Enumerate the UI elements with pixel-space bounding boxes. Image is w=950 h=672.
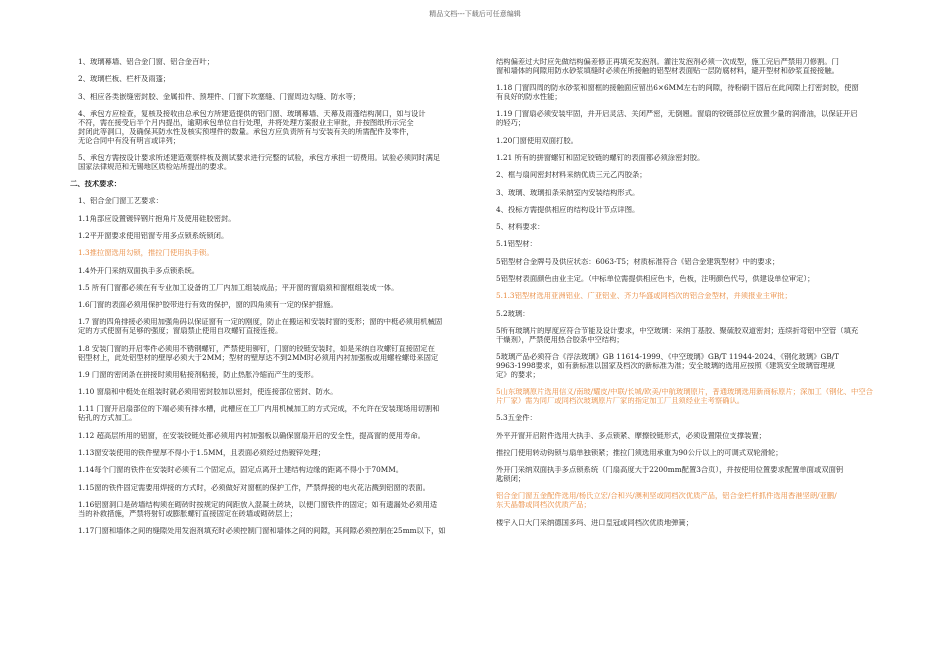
paragraph-line: 当的补救措施，严禁将射钉或膨胀螺钉直接固定在砖墙或砌砖层上； [78, 509, 297, 518]
paragraph-line: 楼宇入口大门采纳德国多玛、进口皇冠或同档次优质地弹簧； [496, 518, 694, 527]
paragraph-line: 1.9 门窗的密闭条在拼接时须用粘接剂粘接，防止热胀冷缩而产生的变形。 [78, 370, 319, 379]
paragraph-line: 1.12 超高层所用的铝窗，在安装铰链处都必须用内衬加强板以确保窗扇开启的安全性，提高窗的使用寿命。 [78, 431, 425, 440]
paragraph-line: 1.3推拉窗选用勾锁，推拉门使用执手锁。 [78, 249, 214, 258]
paragraph-line: 5.1铝型材： [496, 240, 537, 249]
paragraph-line: 推拉门使用转动钩锁与扇单独锁紧；推拉门须选用承重为90公斤以上的可调式双轮滑轮； [496, 448, 783, 457]
paragraph-line: 1.10 窗扇和中梃处在组装时就必须用密封胶加以密封，使连接部位密封、防水。 [78, 388, 338, 397]
paragraph-line: 国家法律规范和无锡地区质检站所提出的要求。 [78, 162, 232, 171]
paragraph-line: 1.2平开窗要求使用铝窗专用多点锁系统锁闭。 [78, 232, 229, 240]
paragraph-line: 5铝型材表面颜色由业主定。（中标单位需提供相应色卡，色板，注明颜色代号，供建设单位审定）； [496, 274, 815, 283]
paragraph-line: 1.11 门窗开启扇部位的下端必须有排水槽，此槽应在工厂内用机械加工的方式完成，不允许在安装现场用切割和 [78, 405, 440, 414]
paragraph-line: 5.2玻璃： [496, 309, 530, 318]
paragraph-line: 钻孔的方式加工。 [78, 414, 137, 423]
paragraph-line: 5玻璃产品必须符合《浮法玻璃》GB 11614-1999、《中空玻璃》GB/T 11944-2024、《钢化玻璃》GB/T [496, 353, 840, 362]
paragraph-line: 1.1角部应设置镀锌钢片抱角片及使用硅胶密封。 [78, 214, 236, 223]
paragraph-line: 铝型材上，此处铝型材的壁厚必须大于2MM；型材的壁厚达不到2MM时必须用内衬加强板或用螺栓螺母来固定 [78, 353, 439, 362]
paragraph-line: 3、相应各类嵌缝密封胶、金属扣件、预埋件、门窗下坎塞缝、门窗周边勾缝、防水等； [78, 92, 360, 101]
paragraph-line: 窗和墙体的间隙用防水砂浆填缝时必须在所接触的铝型材表面贴一层防腐材料，避开型材和砂浆直接接触。 [496, 66, 839, 75]
paragraph-line: 有良好的防水性能； [496, 93, 562, 102]
paragraph-line: 1.19 门窗扇必须安装牢固，并开启灵活、关闭严密，无倒翘。窗扇的铰链部位应放置少量的润滑油，以保证开启 [496, 110, 858, 119]
page-watermark: 精品文档---下载后可任意编辑 [429, 10, 521, 18]
paragraph-line: 2、框与扇间密封材料采纳优质三元乙丙胶条； [496, 171, 647, 180]
paragraph-line: 1.15窗的铁件固定需要用焊接的方式时，必须做好对窗框的保护工作，严禁焊接的电火花沾溅到铝窗的表面。 [78, 483, 430, 492]
paragraph-line: 1.21 所有的拼窗螺钉和固定铰链的螺钉的表面都必须涂密封胶。 [496, 153, 705, 162]
paragraph-line: 5、承包方需按设计要求所述建造观察样板及测试要求进行完整的试验，承包方承担一切费用。试验必须同时满足 [78, 153, 441, 162]
paragraph-line: 1.13窗安装使用的铁件壁厚不得小于1.5MM，且表面必须经过热镀锌处理； [78, 448, 326, 457]
left-text-column [70, 58, 470, 544]
paragraph-line: 1.7 窗的四角排接必须用加强角码以保证窗有一定的刚度，防止在搬运和安装时窗的变形；窗的中梃必须用机械固 [78, 318, 443, 327]
paragraph-line: 外平开窗开启附件选用大执手、多点锁紧、摩擦铰链形式，必须设置限位支撑装置； [496, 431, 766, 440]
paragraph-line: 5.1.3铝型材选用亚洲铝业、广亚铝业、齐力华盛或同档次的铝合金型材，并须报业主审批； [496, 292, 792, 301]
paragraph-line: 1.8 安装门窗的开启零件必须用不锈钢螺钉，严禁使用铆钉，门窗的铰链安装时，如是采纳自攻螺钉直接固定在 [78, 344, 435, 353]
paragraph-line: 4、投标方需提供相应的结构设计节点详图。 [496, 205, 640, 214]
paragraph-line: 1.20门窗使用双面打胶。 [496, 136, 578, 145]
paragraph-line: 1.5 所有门窗都必须在有专业加工设备的工厂内加工组装成品；平开窗的窗扇须和窗框组装成一体。 [78, 283, 399, 292]
paragraph-line: 1、铝合金门窗工艺要求： [78, 197, 163, 206]
paragraph-line: 9963-1998要求，如有新标准以国家及档次的新标准为准；安全玻璃的选用应按照《建筑安全玻璃管理规 [496, 361, 835, 370]
paragraph-line: 定的方式使窗有足够的强度；窗扇禁止使用自攻螺钉直接连接。 [78, 327, 283, 336]
section-heading: 二、技术要求： [70, 180, 122, 189]
paragraph-line: 不符，需在接受后半个月内提出，逾期承包单位自行处理，并将处理方案报业主审批，并按图纸所示完全 [78, 118, 414, 127]
paragraph-line: 结构偏差过大时应先做结构偏差修正再填充发泡剂。灌注发泡剂必须一次成型，施工完后严禁用刀修割。门 [496, 58, 839, 66]
paragraph-line: 3、玻璃、玻璃扣条采纳室内安装结构形式。 [496, 188, 640, 197]
paragraph-line: 东天晶磐或同档次优质产品； [496, 501, 591, 510]
paragraph-line: 定》的要求； [496, 370, 540, 379]
paragraph-line: 5.3五金件： [496, 414, 537, 423]
paragraph-line: 5、材料要求： [496, 223, 545, 232]
paragraph-line: 匙锁闭； [496, 475, 526, 484]
paragraph-line: 干燥剂），严禁使用热合胶条中空结构； [496, 335, 624, 344]
paragraph-line: 封闭此等洞口，及确保其防水性及核实预埋件的数量。承包方应负责所有与安装有关的所需配件及零件， [78, 127, 414, 136]
paragraph-line: 1.6门窗的表面必须用保护胶带进行有效的保护，窗的四角须有一定的保护措施。 [78, 301, 338, 310]
paragraph-line: 4、承包方应检查，复核及接收由总承包方所建造提供的铝门窗、玻璃幕墙、天幕及雨蓬结构洞口，如与设计 [78, 109, 426, 118]
paragraph-line: 2、玻璃栏板、栏杆及雨篷； [78, 75, 171, 84]
paragraph-line: 铝合金门窗五金配件选用/杨氏立宏/合和兴/澳利坚或同档次优质产品，铝合金栏杆抓件选用香港坚朗/亚鹏/ [496, 492, 837, 501]
paragraph-line: 1.4外开门采纳双面执手多点锁系统。 [78, 266, 200, 275]
right-text-column [488, 58, 908, 536]
paragraph-line: 片厂家）需为同厂或同档次玻璃原片厂家的指定加工厂且须经业主考察确认。 [496, 397, 745, 406]
paragraph-line: 5山东玻璃原片选用信义/南玻/耀皮/中联/长城/欧美/中航玻璃原片，普通玻璃选用新商标原片；深加工（钢化、中空合 [496, 388, 873, 397]
paragraph-line: 5所有玻璃片的厚度应符合节能及设计要求，中空玻璃：采纳丁基胶、聚硫胶双道密封；连续折弯铝中空管（填充 [496, 326, 859, 335]
paragraph-line: 1.18 门窗四周的防水砂浆和窗框的接触面应留出6×6MM左右的间隙，待粉刷干固后在此间隙上打密封胶，使窗 [496, 84, 859, 93]
paragraph-line: 外开门采纳双面执手多点锁系统（门扇高度大于2200mm配置3合页），并按使用位置要求配置单面或双面钥 [496, 466, 844, 475]
paragraph-line: 1.14每个门窗的铁件在安装时必须有二个固定点，固定点离开土建结构边缘的距离不得小于70MM。 [78, 466, 404, 475]
paragraph-line: 5铝型材合金牌号及供应状态：6063-T5；材质标准符合《铝合金建筑型材》中的要求； [496, 257, 780, 266]
paragraph-line: 1.16铝窗洞口是砖墙结构须在砌砖时按规定的间距放入混凝土砖块，以便门窗铁件的固定；如有遗漏处必须用适 [78, 500, 438, 509]
paragraph-line: 无论合同中有没有明言或详列； [78, 136, 181, 145]
paragraph-line: 1、玻璃幕墙、铝合金门窗、铝合金百叶； [78, 58, 214, 66]
paragraph-line: 的轻巧； [496, 119, 526, 128]
paragraph-line: 1.17门窗和墙体之间的缝隙处用发泡剂填充时必须控制门窗和墙体之间的间隙，其间隙必须控制在25mm以下，如 [78, 527, 446, 536]
